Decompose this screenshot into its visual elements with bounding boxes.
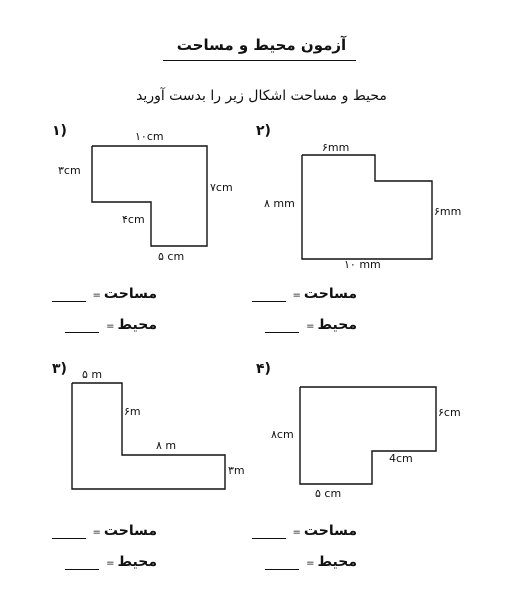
problem-4-right-label: ۶cm	[438, 406, 461, 419]
problem-2-number: ۲)	[256, 123, 271, 139]
equals-sign: =	[106, 321, 115, 332]
problem-3-inner-horizontal-label: ۸ m	[156, 439, 177, 452]
problem-1-inner-label: ۴cm	[122, 213, 145, 226]
problem-4-area-row	[252, 523, 357, 539]
problem-1-bottom-label: ۵ cm	[158, 250, 185, 263]
problem-4-perimeter-blank[interactable]	[265, 555, 299, 570]
problem-3-top-label: ۵ m	[82, 368, 103, 381]
equals-sign: =	[292, 527, 301, 538]
area-label: مساحت	[303, 523, 357, 539]
problem-1-number: ۱)	[52, 123, 67, 139]
problem-2-top-label: ۶mm	[322, 141, 350, 154]
problem-1-right-label: ۷cm	[210, 181, 233, 194]
instruction-text: محیط و مساحت اشکال زیر را بدست آورید	[136, 88, 387, 104]
perimeter-label: محیط	[317, 554, 357, 570]
problem-4-perimeter-row	[265, 554, 357, 570]
problem-4-left-label: ۸cm	[271, 428, 294, 441]
equals-sign: =	[92, 527, 101, 538]
problem-3-inner-vertical-label: ۶m	[124, 405, 141, 418]
problem-3-number: ۳)	[52, 361, 67, 377]
equals-sign: =	[106, 558, 115, 569]
area-label: مساحت	[103, 286, 157, 302]
area-label: مساحت	[103, 523, 157, 539]
equals-sign: =	[306, 558, 315, 569]
area-label: مساحت	[303, 286, 357, 302]
equals-sign: =	[306, 321, 315, 332]
problem-1-top-label: ۱۰cm	[135, 130, 164, 143]
problem-3-perimeter-blank[interactable]	[65, 555, 99, 570]
problem-3-area-row	[52, 523, 157, 539]
problem-4-number: ۴)	[256, 361, 271, 377]
page-title: آزمون محیط و مساحت	[176, 36, 347, 54]
problem-1-left-label: ۳cm	[58, 164, 81, 177]
perimeter-label: محیط	[317, 317, 357, 333]
problem-2-left-label: ۸ mm	[264, 197, 295, 210]
problem-4-bottom-label: ۵ cm	[315, 487, 342, 500]
equals-sign: =	[292, 290, 301, 301]
problem-3-right-label: ۳m	[228, 464, 245, 477]
problem-2-bottom-label: ۱۰ mm	[344, 258, 381, 271]
problem-3-perimeter-row	[65, 554, 157, 570]
equals-sign: =	[92, 290, 101, 301]
perimeter-label: محیط	[117, 554, 157, 570]
perimeter-label: محیط	[117, 317, 157, 333]
problem-4-area-blank[interactable]	[252, 524, 286, 539]
problem-2-right-label: ۶mm	[434, 205, 462, 218]
problem-3-area-blank[interactable]	[52, 524, 86, 539]
problem-4-inner-label: 4cm	[389, 452, 413, 465]
